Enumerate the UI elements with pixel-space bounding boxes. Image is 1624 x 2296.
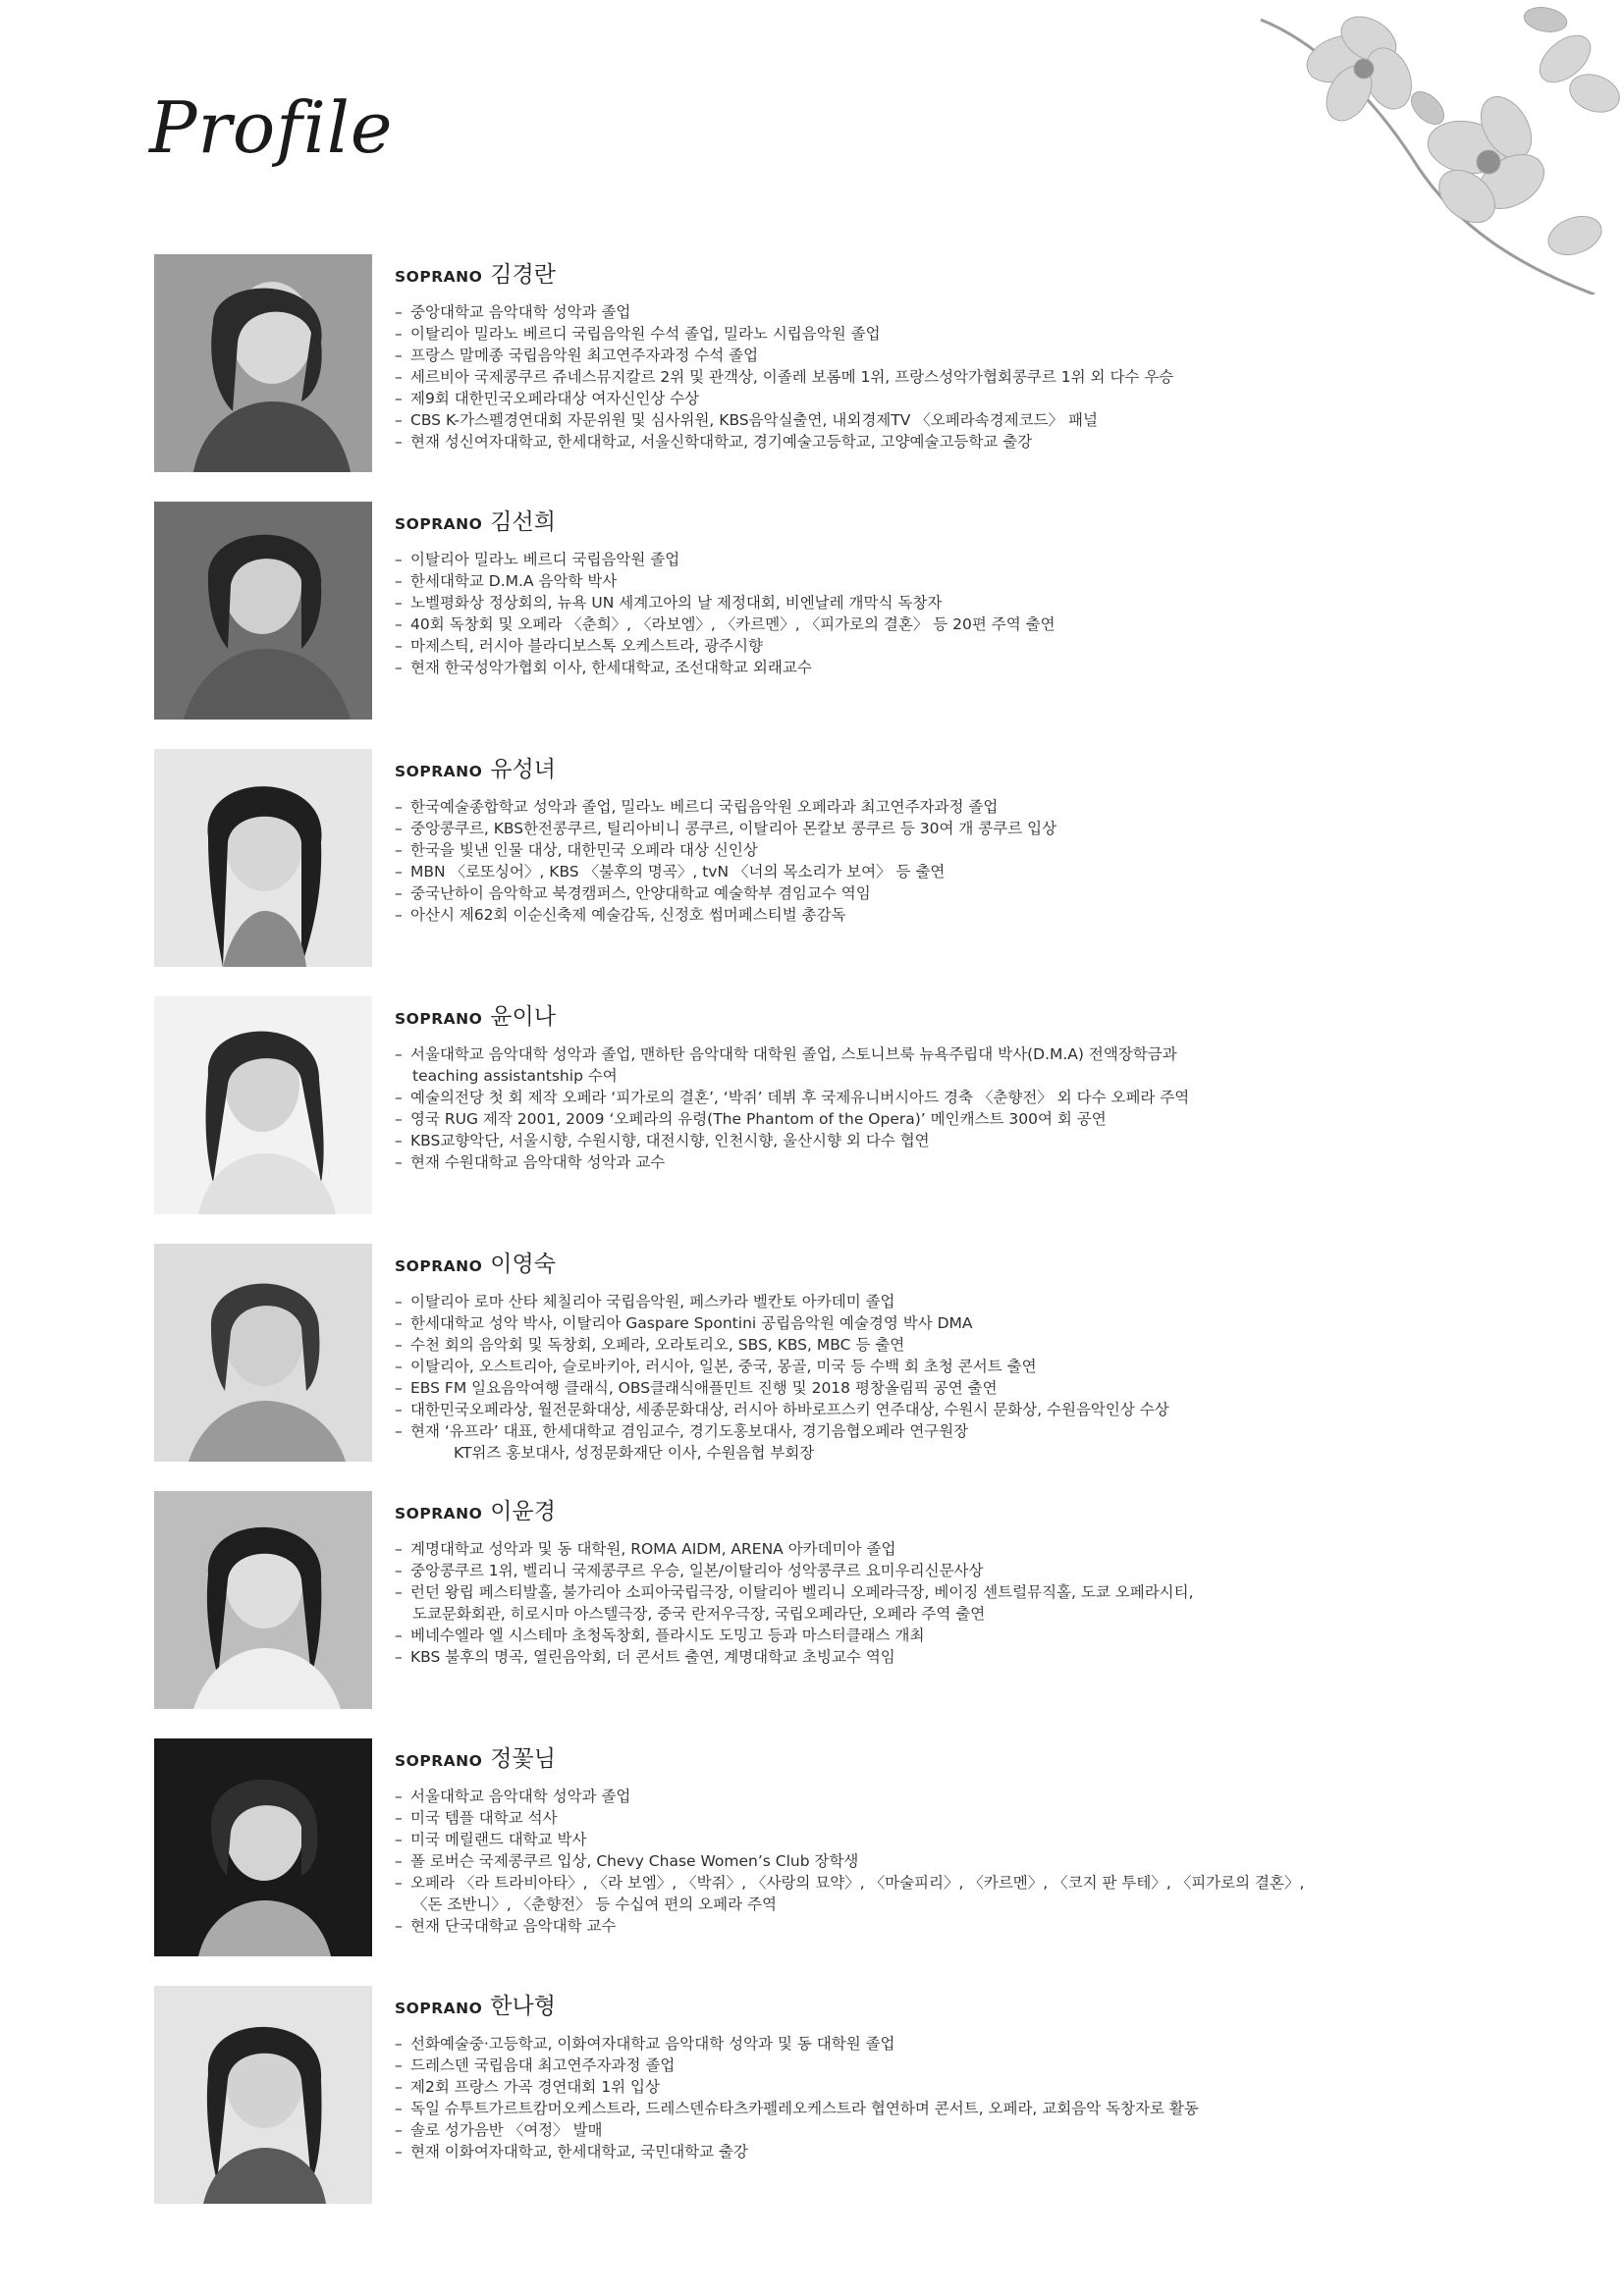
bio-item: – 현재 단국대학교 음악대학 교수 — [395, 1915, 1455, 1937]
bio-item: – 이탈리아, 오스트리아, 슬로바키아, 러시아, 일본, 중국, 몽골, 미국 등 수백 회 초청 콘서트 출연 — [395, 1356, 1455, 1377]
bio-item: – 대한민국오페라상, 월전문화대상, 세종문화대상, 러시아 하바로프스키 연주대상, 수원시 문화상, 수원음악인상 수상 — [395, 1399, 1455, 1420]
bio-item: – 한세대학교 D.M.A 음악학 박사 — [395, 570, 1455, 592]
singer-name: 유성녀 — [490, 757, 556, 782]
profile-card — [154, 1738, 1529, 1956]
voice-type: SOPRANO — [395, 763, 483, 780]
bio-item-continued: teaching assistantship 수여 — [412, 1067, 618, 1085]
profile-info — [395, 1491, 1455, 1668]
bio-item: – 미국 메릴랜드 대학교 박사 — [395, 1829, 1455, 1850]
singer-name: 정꽃님 — [490, 1746, 556, 1772]
bio-item: – 프랑스 말메종 국립음악원 최고연주자과정 수석 졸업 — [395, 345, 1455, 366]
singer-name: 김경란 — [490, 262, 556, 288]
portrait-photo — [154, 1244, 372, 1462]
bio-item: – 제9회 대한민국오페라대상 여자신인상 수상 — [395, 388, 1455, 409]
profile-card — [154, 502, 1529, 720]
bio-item: – 서울대학교 음악대학 성악과 졸업 — [395, 1786, 1455, 1807]
profile-info — [395, 996, 1455, 1173]
bio-list — [395, 1786, 1455, 1937]
bio-list — [395, 301, 1455, 453]
bio-list — [395, 1291, 1455, 1464]
profile-heading — [395, 998, 1455, 1036]
voice-type: SOPRANO — [395, 1752, 483, 1770]
bio-item: – 폴 로버슨 국제콩쿠르 입상, Chevy Chase Women’s Club 장학생 — [395, 1850, 1455, 1872]
bio-item: – 현재 수원대학교 음악대학 성악과 교수 — [395, 1151, 1455, 1173]
portrait-photo — [154, 1738, 372, 1956]
bio-item: – 독일 슈투트가르트캄머오케스트라, 드레스덴슈타츠카펠레오케스트라 협연하며 콘서트, 오페라, 교회음악 독창자로 활동 — [395, 2098, 1455, 2119]
bio-item: – 중앙대학교 음악대학 성악과 졸업 — [395, 301, 1455, 323]
bio-item: – 제2회 프랑스 가곡 경연대회 1위 입상 — [395, 2076, 1455, 2098]
voice-type: SOPRANO — [395, 2000, 483, 2017]
portrait-photo — [154, 1986, 372, 2204]
profile-info — [395, 1986, 1455, 2163]
profile-heading — [395, 1988, 1455, 2025]
portrait-photo — [154, 749, 372, 967]
profile-info — [395, 502, 1455, 678]
bio-item: – 이탈리아 밀라노 베르디 국립음악원 졸업 — [395, 549, 1455, 570]
bio-item: – 영국 RUG 제작 2001, 2009 ‘오페라의 유령(The Phantom of the Opera)’ 메인캐스트 300여 회 공연 — [395, 1108, 1455, 1130]
portrait-photo — [154, 996, 372, 1214]
bio-item: – 이탈리아 밀라노 베르디 국립음악원 수석 졸업, 밀라노 시립음악원 졸업 — [395, 323, 1455, 345]
bio-item: – 예술의전당 첫 회 제작 오페라 ‘피가로의 결혼’, ‘박쥐’ 데뷔 후 국제유니버시아드 경축 〈춘향전〉 외 다수 오페라 주역 — [395, 1087, 1455, 1108]
voice-type: SOPRANO — [395, 268, 483, 286]
bio-item: – 한국을 빛낸 인물 대상, 대한민국 오페라 대상 신인상 — [395, 839, 1455, 861]
bio-list — [395, 1043, 1455, 1173]
profile-heading — [395, 504, 1455, 541]
bio-item: – 현재 성신여자대학교, 한세대학교, 서울신학대학교, 경기예술고등학교, 고양예술고등학교 출강 — [395, 431, 1455, 453]
profile-card — [154, 1986, 1529, 2204]
profile-card — [154, 1491, 1529, 1709]
portrait-photo — [154, 254, 372, 472]
bio-item: – 계명대학교 성악과 및 동 대학원, ROMA AIDM, ARENA 아카데미아 졸업 — [395, 1538, 1455, 1560]
bio-item: – 현재 이화여자대학교, 한세대학교, 국민대학교 출강 — [395, 2141, 1455, 2163]
profile-heading — [395, 256, 1455, 294]
bio-item: – 오페라 〈라 트라비아타〉, 〈라 보엠〉, 〈박쥐〉, 〈사랑의 묘약〉, 〈마술피리〉, 〈카르멘〉, 〈코지 판 투테〉, 〈피가로의 결혼〉, — [395, 1872, 1455, 1894]
portrait-photo — [154, 1491, 372, 1709]
bio-item: – 이탈리아 로마 산타 체칠리아 국립음악원, 페스카라 벨칸토 아카데미 졸업 — [395, 1291, 1455, 1312]
voice-type: SOPRANO — [395, 515, 483, 533]
profile-info — [395, 254, 1455, 453]
profile-heading — [395, 1740, 1455, 1778]
bio-item: – 베네수엘라 엘 시스테마 초청독창회, 플라시도 도밍고 등과 마스터클래스 개최 — [395, 1625, 1455, 1646]
bio-item: – 서울대학교 음악대학 성악과 졸업, 맨하탄 음악대학 대학원 졸업, 스토니브룩 뉴욕주립대 박사(D.M.A) 전액장학금과 — [395, 1043, 1455, 1065]
bio-item: – 40회 독창회 및 오페라 〈춘희〉, 〈라보엠〉, 〈카르멘〉, 〈피가로의 결혼〉 등 20편 주역 출연 — [395, 614, 1455, 635]
bio-item: – KBS 불후의 명곡, 열린음악회, 더 콘서트 출연, 계명대학교 초빙교수 역임 — [395, 1646, 1455, 1668]
profile-info — [395, 1244, 1455, 1464]
profile-card — [154, 749, 1529, 967]
voice-type: SOPRANO — [395, 1257, 483, 1275]
bio-item: – 세르비아 국제콩쿠르 쥬네스뮤지칼르 2위 및 관객상, 이졸레 보롬메 1위, 프랑스성악가협회콩쿠르 1위 외 다수 우승 — [395, 366, 1455, 388]
voice-type: SOPRANO — [395, 1010, 483, 1028]
bio-item: – 한세대학교 성악 박사, 이탈리아 Gaspare Spontini 공립음악원 예술경영 박사 DMA — [395, 1312, 1455, 1334]
bio-list — [395, 2033, 1455, 2163]
bio-item: – MBN 〈로또싱어〉, KBS 〈불후의 명곡〉, tvN 〈너의 목소리가 보여〉 등 출연 — [395, 861, 1455, 882]
bio-item: – 중앙콩쿠르, KBS한전콩쿠르, 틸리아비니 콩쿠르, 이탈리아 몬칼보 콩쿠르 등 30여 개 콩쿠르 입상 — [395, 818, 1455, 839]
bio-item: – 미국 템플 대학교 석사 — [395, 1807, 1455, 1829]
bio-item: – 노벨평화상 정상회의, 뉴욕 UN 세계고아의 날 제정대회, 비엔날레 개막식 독창자 — [395, 592, 1455, 614]
bio-item: – 아산시 제62회 이순신축제 예술감독, 신정호 썸머페스티벌 총감독 — [395, 904, 1455, 926]
flower-illustration — [1221, 0, 1624, 294]
profile-heading — [395, 1493, 1455, 1530]
profile-heading — [395, 1246, 1455, 1283]
bio-item: – 중앙콩쿠르 1위, 벨리니 국제콩쿠르 우승, 일본/이탈리아 성악콩쿠르 요미우리신문사상 — [395, 1560, 1455, 1581]
singer-name: 이영숙 — [490, 1252, 556, 1277]
bio-item: – 중국난하이 음악학교 북경캠퍼스, 안양대학교 예술학부 겸임교수 역임 — [395, 882, 1455, 904]
profile-card — [154, 996, 1529, 1214]
bio-list — [395, 796, 1455, 926]
bio-item: – 런던 왕립 페스티발홀, 불가리아 소피아국립극장, 이탈리아 벨리니 오페라극장, 베이징 센트럴뮤직홀, 도쿄 오페라시티, — [395, 1581, 1455, 1603]
profile-card — [154, 1244, 1529, 1462]
bio-item: – 드레스덴 국립음대 최고연주자과정 졸업 — [395, 2055, 1455, 2076]
profile-info — [395, 749, 1455, 926]
bio-item: – 마제스틱, 러시아 블라디보스톡 오케스트라, 광주시향 — [395, 635, 1455, 657]
singer-name: 한나형 — [490, 1994, 556, 2019]
bio-item: – KBS교향악단, 서울시향, 수원시향, 대전시향, 인천시향, 울산시향 외 다수 협연 — [395, 1130, 1455, 1151]
voice-type: SOPRANO — [395, 1505, 483, 1522]
singer-name: 이윤경 — [490, 1499, 556, 1524]
bio-list — [395, 549, 1455, 678]
portrait-photo — [154, 502, 372, 720]
bio-item: – EBS FM 일요음악여행 클래식, OBS클래식애플민트 진행 및 2018 평창올림픽 공연 출연 — [395, 1377, 1455, 1399]
bio-item: – CBS K-가스펠경연대회 자문위원 및 심사위원, KBS음악실출연, 내외경제TV 〈오페라속경제코드〉 패널 — [395, 409, 1455, 431]
bio-item: – 현재 한국성악가협회 이사, 한세대학교, 조선대학교 외래교수 — [395, 657, 1455, 678]
bio-item-continued: 〈돈 조반니〉, 〈춘향전〉 등 수십여 편의 오페라 주역 — [412, 1896, 777, 1913]
profile-heading — [395, 751, 1455, 788]
profile-info — [395, 1738, 1455, 1937]
singer-name: 김선희 — [490, 509, 556, 535]
bio-item: – 선화예술중·고등학교, 이화여자대학교 음악대학 성악과 및 동 대학원 졸업 — [395, 2033, 1455, 2055]
profile-card — [154, 254, 1529, 472]
bio-item-continued: KT위즈 홍보대사, 성정문화재단 이사, 수원음협 부회장 — [454, 1444, 815, 1462]
bio-item-continued: 도쿄문화회관, 히로시마 아스텔극장, 중국 란저우극장, 국립오페라단, 오페라 주역 출연 — [412, 1605, 986, 1623]
bio-item: – 솔로 성가음반 〈여정〉 발매 — [395, 2119, 1455, 2141]
bio-item: – 한국예술종합학교 성악과 졸업, 밀라노 베르디 국립음악원 오페라과 최고연주자과정 졸업 — [395, 796, 1455, 818]
bio-item: – 현재 ‘유프라’ 대표, 한세대학교 겸임교수, 경기도홍보대사, 경기음협오페라 연구원장 — [395, 1420, 1455, 1442]
page-title: Profile — [149, 86, 394, 169]
bio-list — [395, 1538, 1455, 1668]
bio-item: – 수천 회의 음악회 및 독창회, 오페라, 오라토리오, SBS, KBS, MBC 등 출연 — [395, 1334, 1455, 1356]
singer-name: 윤이나 — [490, 1004, 556, 1030]
